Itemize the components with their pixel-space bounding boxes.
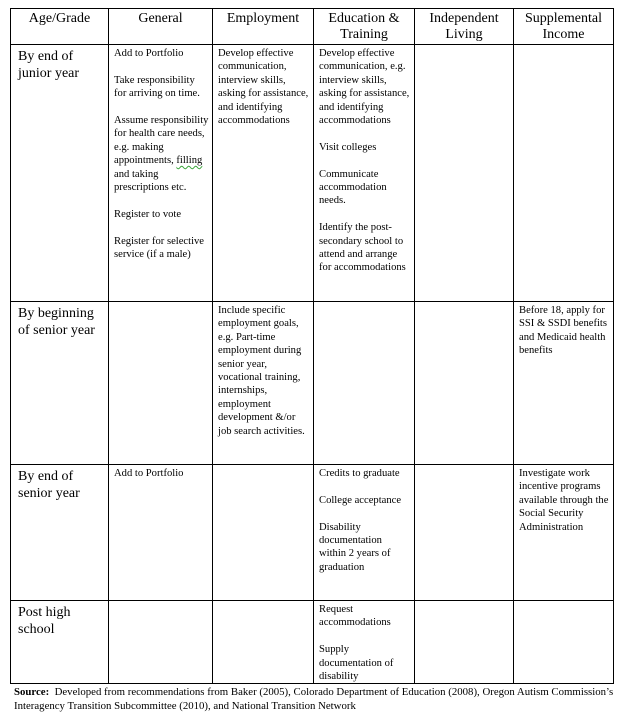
list-item: Credits to graduate bbox=[319, 468, 400, 479]
cell-general bbox=[109, 302, 213, 465]
cell-education-training bbox=[314, 45, 415, 302]
table-row bbox=[11, 45, 614, 302]
list-item: Investigate work incentive programs available through the Social Security Administration bbox=[519, 468, 609, 533]
cell-independent-living bbox=[415, 601, 514, 684]
list-item: Develop effective communication, interview skills, asking for assistance, and identifying accommodations bbox=[218, 48, 309, 127]
cell-employment bbox=[213, 465, 314, 601]
list-item: Register to vote bbox=[114, 208, 182, 220]
row-label-junior-year: By end of junior year bbox=[11, 45, 109, 302]
source-label: Source: bbox=[14, 686, 50, 698]
table-row bbox=[11, 601, 614, 684]
header-supplemental-income: Supplemental Income bbox=[514, 9, 614, 45]
cell-general bbox=[109, 601, 213, 684]
list-item: Disability documentation within 2 years of graduation bbox=[319, 521, 391, 573]
table-row bbox=[11, 465, 614, 601]
row-label-end-senior-year: By end of senior year bbox=[11, 465, 109, 601]
header-age-grade: Age/Grade bbox=[11, 9, 109, 45]
list-item: Communicate accommodation needs. bbox=[319, 168, 387, 207]
row-label-post-high-school: Post high school bbox=[11, 601, 109, 684]
cell-employment bbox=[213, 45, 314, 302]
transition-plan-table bbox=[10, 8, 614, 684]
list-item: Visit colleges bbox=[319, 141, 377, 153]
cell-independent-living bbox=[415, 465, 514, 601]
list-item: Develop effective communication, e.g. interview skills, asking for assistance, and identifying accommodations bbox=[319, 48, 410, 127]
header-row bbox=[11, 9, 614, 45]
list-item: Add to Portfolio bbox=[114, 48, 184, 59]
list-item: Assume responsibility for health care needs, e.g. making appointments, filling and taking prescriptions etc. bbox=[114, 115, 209, 194]
cell-supplemental-income bbox=[514, 601, 614, 684]
cell-education-training bbox=[314, 465, 415, 601]
cell-supplemental-income bbox=[514, 302, 614, 465]
row-label-beginning-senior-year: By beginning of senior year bbox=[11, 302, 109, 465]
header-employment: Employment bbox=[213, 9, 314, 45]
spellcheck-mark: filling bbox=[176, 155, 203, 167]
cell-education-training bbox=[314, 601, 415, 684]
cell-general bbox=[109, 45, 213, 302]
cell-independent-living bbox=[415, 302, 514, 465]
header-general: General bbox=[109, 9, 213, 45]
cell-education-training bbox=[314, 302, 415, 465]
source-note bbox=[14, 685, 614, 713]
source-text: Developed from recommendations from Baker (2005), Colorado Department of Education (2008), Oregon Autism Commission’s Interagency Transition Subcommittee (2010), and National Transition Network bbox=[14, 686, 614, 712]
table-row bbox=[11, 302, 614, 465]
cell-employment bbox=[213, 302, 314, 465]
list-item: Take responsibility for arriving on time. bbox=[114, 74, 200, 100]
cell-independent-living bbox=[415, 45, 514, 302]
list-item: Include specific employment goals, e.g. Part-time employment during senior year, vocational training, internships, employment development &/or job search activities. bbox=[218, 305, 305, 437]
list-item: Supply documentation of disability bbox=[319, 644, 394, 683]
header-independent-living: Independent Living bbox=[415, 9, 514, 45]
header-education-training: Education & Training bbox=[314, 9, 415, 45]
cell-supplemental-income bbox=[514, 465, 614, 601]
list-item: Before 18, apply for SSI & SSDI benefits and Medicaid health benefits bbox=[519, 305, 607, 357]
cell-general bbox=[109, 465, 213, 601]
list-item: Register for selective service (if a male) bbox=[114, 235, 205, 261]
list-item: College acceptance bbox=[319, 494, 402, 506]
cell-employment bbox=[213, 601, 314, 684]
list-item: Identify the post-secondary school to attend and arrange for accommodations bbox=[319, 222, 406, 274]
cell-supplemental-income bbox=[514, 45, 614, 302]
list-item: Add to Portfolio bbox=[114, 468, 184, 479]
list-item: Request accommodations bbox=[319, 604, 391, 629]
